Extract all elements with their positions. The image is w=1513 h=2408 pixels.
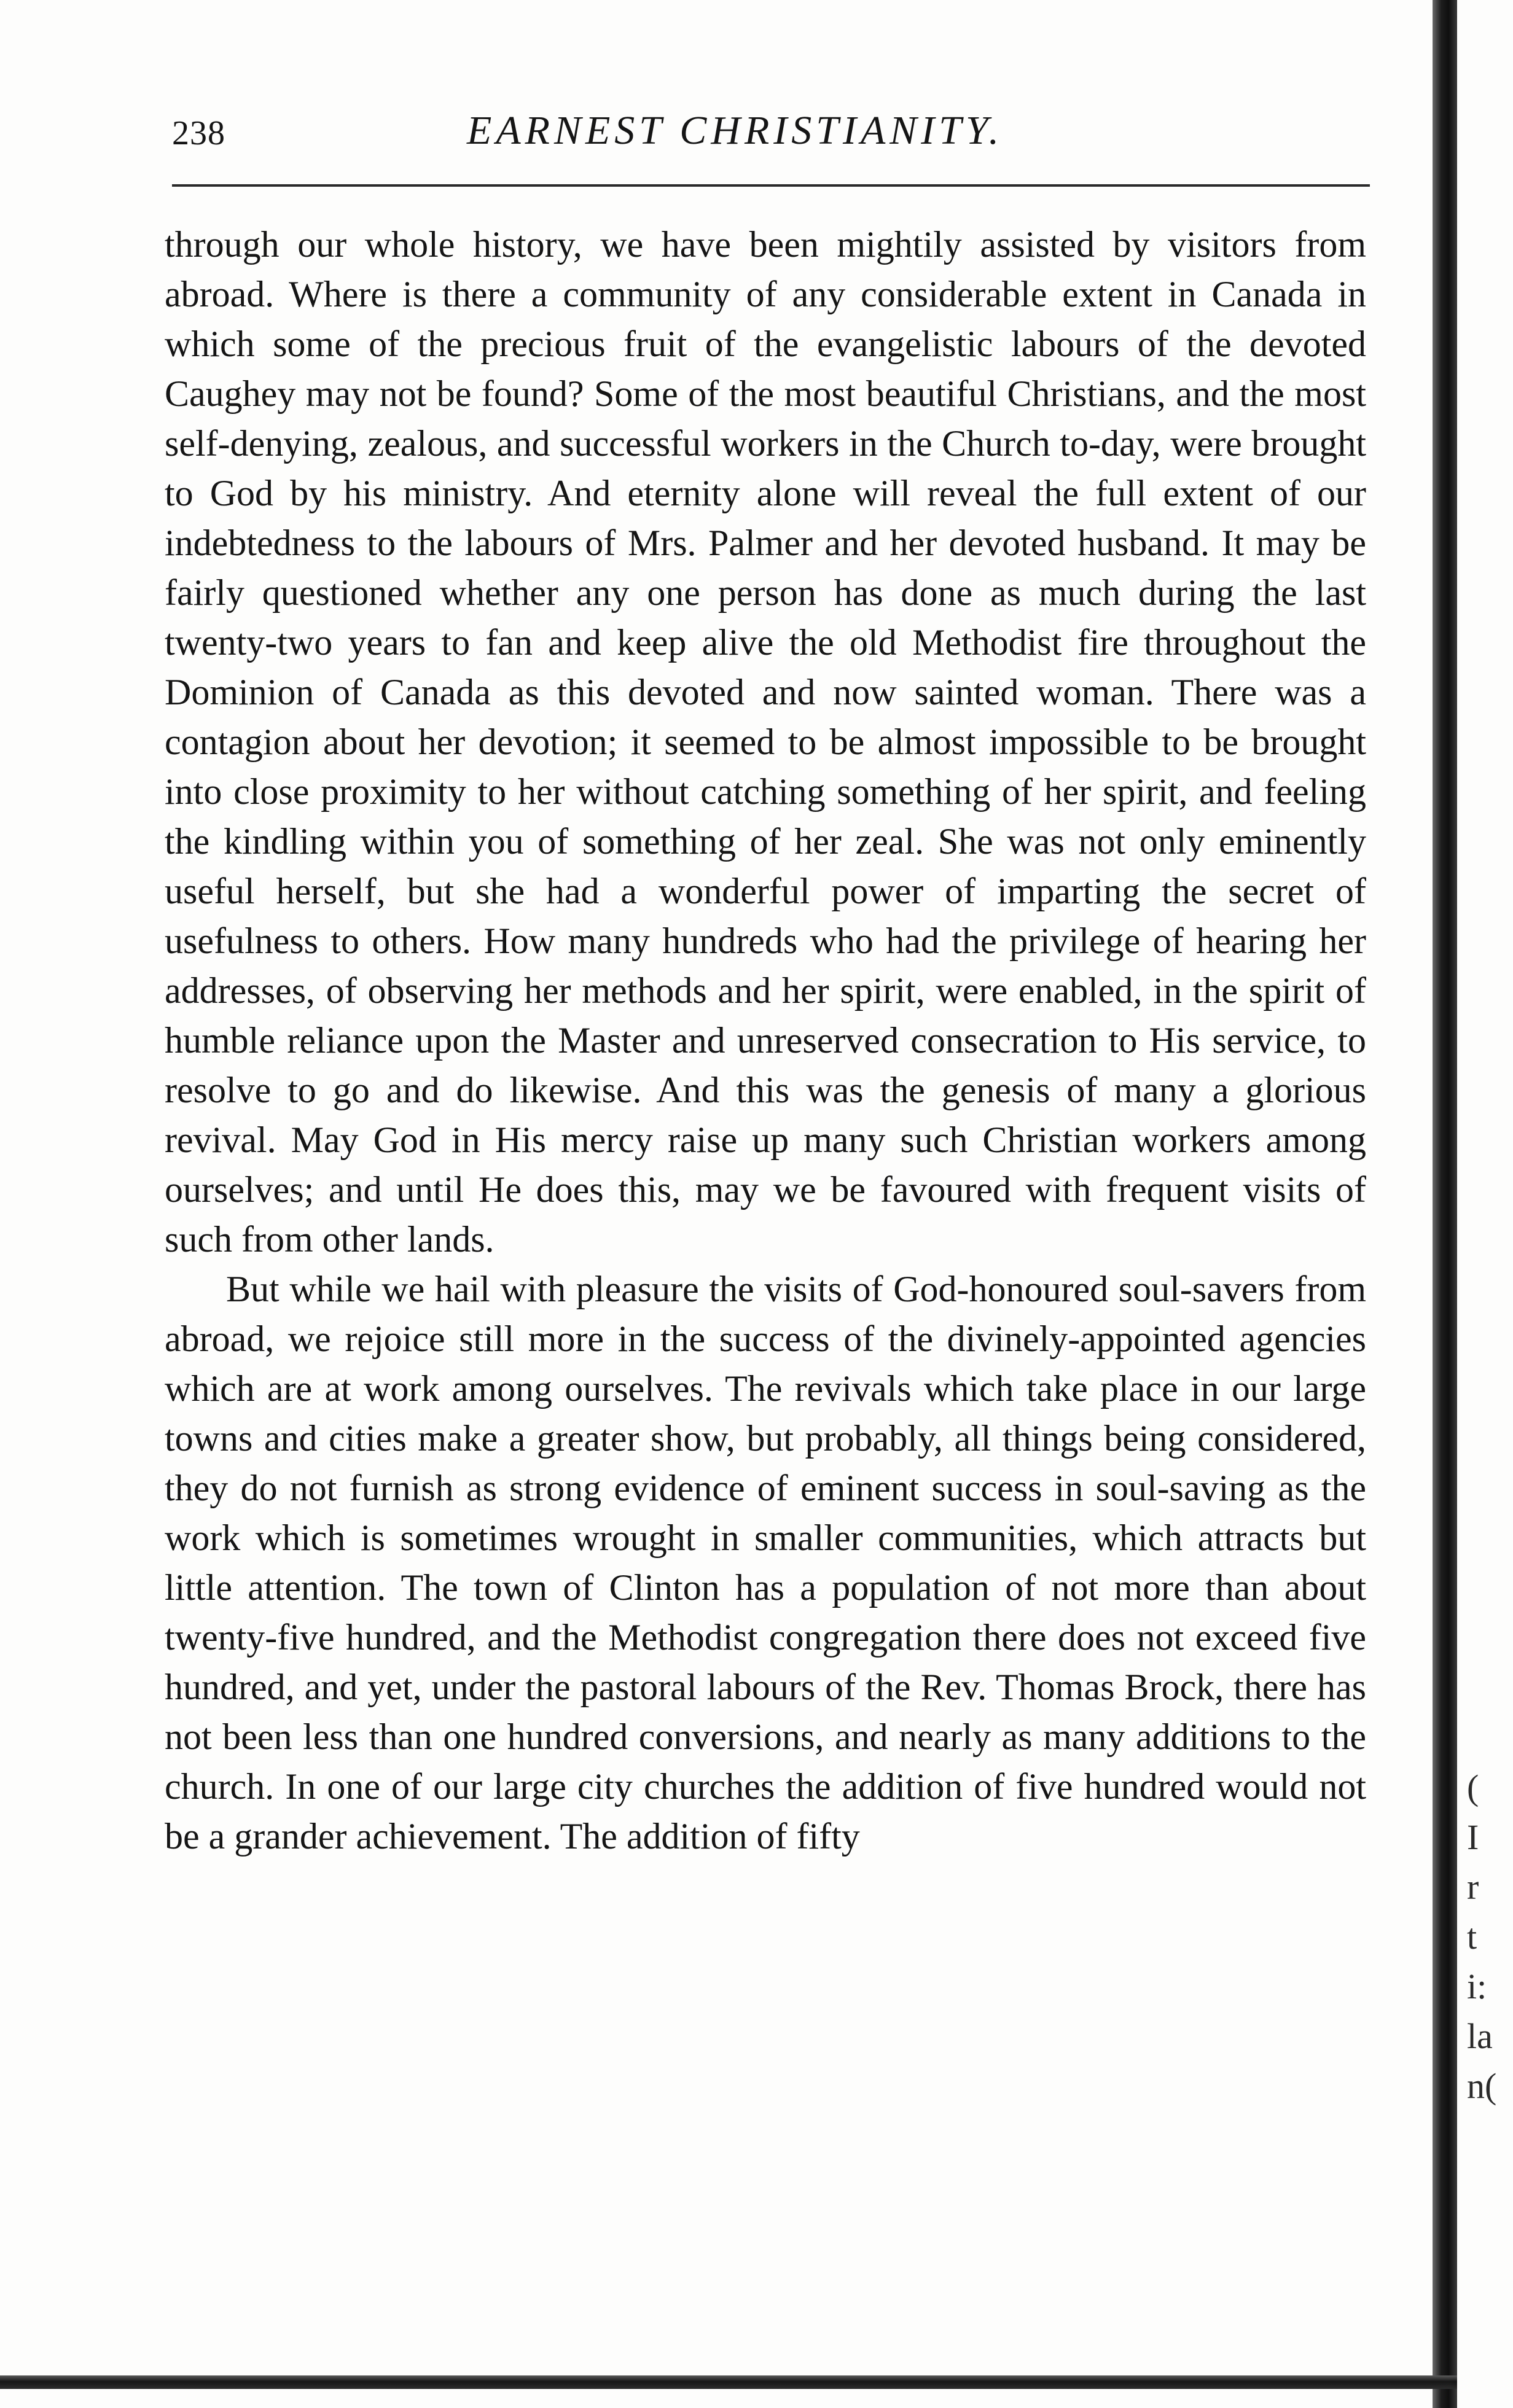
paragraph-1: through our whole history, we have been mightily assisted by visitors from abroad. Where is there a community of any considerable extent in Canada in which some of the precious fruit of the evangelistic labours of the devoted Caughey may not be found? Some of the most beautiful Christians, and the most self-denying, zealous, and successful workers in the Church to-day, were brought to God by his ministry. And eternity alone will reveal the full extent of our indebtedness to the labours of Mrs. Palmer and her devoted husband. It may be fairly questioned whether any one person has done as much during the last twenty-two years to fan and keep alive the old Methodist fire throughout the Dominion of Canada as this devoted and now sainted woman. There was a contagion about her devotion; it seemed to be almost impossible to be brought into close proximity to her without catching something of her spirit, and feeling the kindling within you of something of her zeal. She was not only eminently useful herself, but she had a wonderful power of imparting the secret of usefulness to others. How many hundreds who had the privilege of hearing her addresses, of observing her methods and her spirit, were enabled, in the spirit of humble reliance upon the Master and unreserved consecration to His service, to resolve to go and do likewise. And this was the genesis of many a glorious revival. May God in His mercy raise up many such Christian workers among ourselves; and until He does this, may we be favoured with frequent visits of such from other lands.	[165, 224, 1366, 1260]
facing-line-1: (	[1467, 1767, 1479, 1807]
facing-line-7: n(	[1467, 2066, 1497, 2106]
page-bottom-edge	[0, 2375, 1457, 2389]
facing-line-5: i:	[1467, 1966, 1487, 2006]
facing-line-2: I	[1467, 1817, 1479, 1857]
body-text	[165, 220, 1366, 1861]
header-rule	[172, 184, 1370, 187]
facing-line-6: la	[1467, 2016, 1493, 2056]
running-title: EARNEST CHRISTIANITY.	[467, 108, 1004, 153]
book-gutter-shadow	[1433, 0, 1457, 2408]
facing-page-fragment	[1467, 1763, 1513, 2111]
page-number: 238	[172, 114, 225, 152]
facing-line-3: r	[1467, 1867, 1479, 1907]
facing-line-4: t	[1467, 1917, 1477, 1957]
paragraph-2: But while we hail with pleasure the visits of God-honoured soul-savers from abroad, we rejoice still more in the success of the divinely-appointed agencies which are at work among ourselves. The revivals which take place in our large towns and cities make a greater show, but probably, all things being considered, they do not furnish as strong evidence of eminent success in soul-saving as the work which is sometimes wrought in smaller communities, which attracts but little attention. The town of Clinton has a population of not more than about twenty-five hundred, and the Methodist congregation there does not exceed five hundred, and yet, under the pastoral labours of the Rev. Thomas Brock, there has not been less than one hundred conversions, and nearly as many additions to the church. In one of our large city churches the addition of five hundred would not be a grander achievement. The addition of fifty	[165, 1269, 1366, 1857]
page-header	[172, 107, 1370, 163]
